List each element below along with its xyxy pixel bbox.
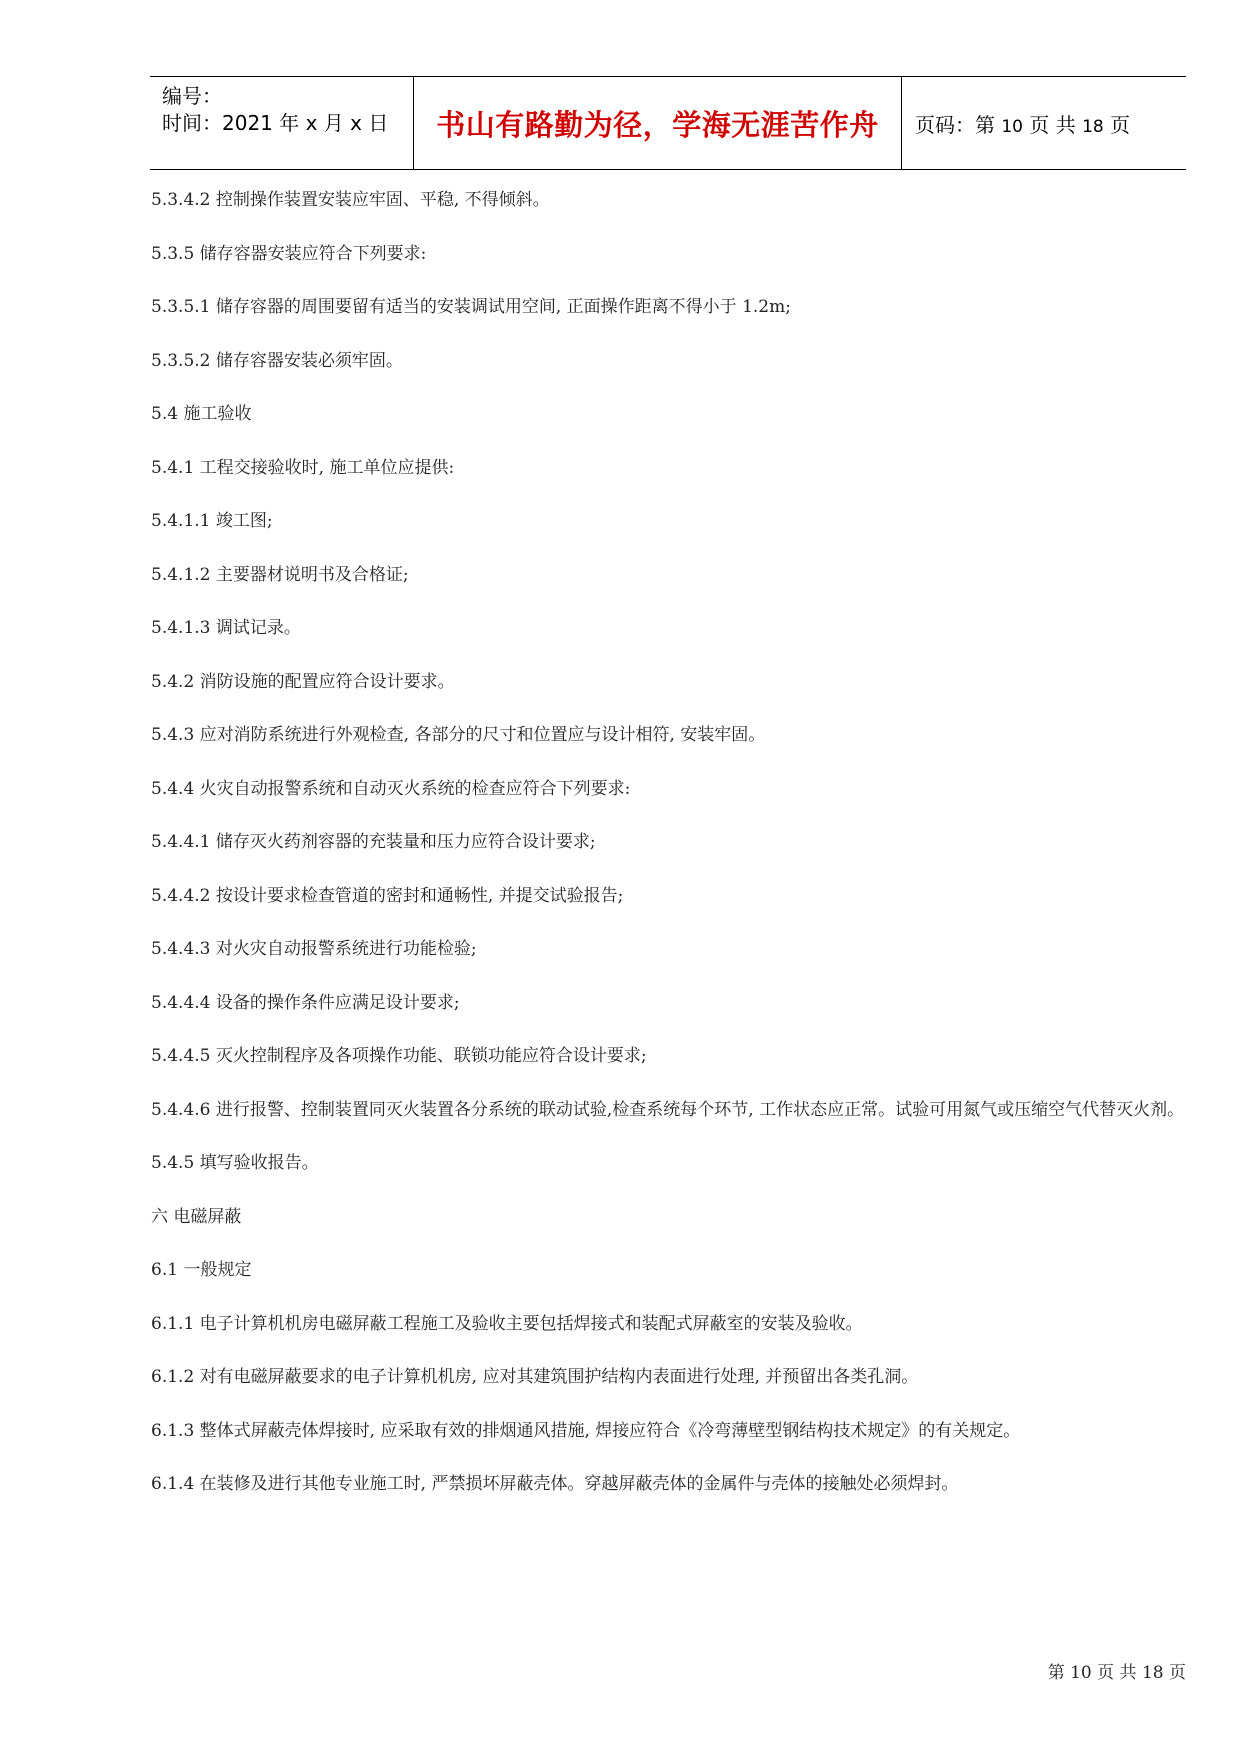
- page-mid: 页 共: [1023, 112, 1083, 137]
- paragraph: 5.4.4.3 对火灾自动报警系统进行功能检验;: [151, 939, 477, 959]
- document-time-label: 时间：2021 年 x 月 x 日: [162, 111, 389, 135]
- paragraph: 6.1.2 对有电磁屏蔽要求的电子计算机机房, 应对其建筑围护结构内表面进行处理, 并预留出各类孔洞。: [151, 1367, 919, 1387]
- paragraph: 5.4.1 工程交接验收时, 施工单位应提供:: [151, 457, 455, 478]
- paragraph: 5.4.5 填写验收报告。: [151, 1153, 319, 1173]
- paragraph: 6.1.1 电子计算机机房电磁屏蔽工程施工及验收主要包括焊接式和装配式屏蔽室的安装及验收。: [151, 1313, 863, 1334]
- page-footer: 第 10 页 共 18 页: [1047, 1663, 1186, 1683]
- chapter-heading: 六 电磁屏蔽: [151, 1206, 242, 1227]
- header-page-info: [902, 77, 1186, 169]
- page-suffix: 页: [1103, 112, 1131, 137]
- paragraph: 5.4.4.4 设备的操作条件应满足设计要求;: [151, 992, 460, 1013]
- paragraph: 5.3.5.1 储存容器的周围要留有适当的安装调试用空间, 正面操作距离不得小于 1.2m;: [151, 297, 791, 317]
- section-heading: 5.4 施工验收: [151, 404, 252, 424]
- paragraph: 5.3.5 储存容器安装应符合下列要求:: [151, 243, 427, 264]
- header-motto: 书山有路勤为径，学海无涯苦作舟: [413, 77, 902, 169]
- paragraph: 5.4.4.5 灭火控制程序及各项操作功能、联锁功能应符合设计要求;: [151, 1046, 647, 1066]
- paragraph: 5.3.4.2 控制操作装置安装应牢固、平稳, 不得倾斜。: [151, 190, 550, 210]
- paragraph: 5.4.1.1 竣工图;: [151, 511, 273, 531]
- paragraph: 5.4.3 应对消防系统进行外观检查, 各部分的尺寸和位置应与设计相符, 安装牢固。: [151, 725, 766, 745]
- page-total: 18: [1082, 116, 1104, 137]
- paragraph: 5.4.4 火灾自动报警系统和自动灭火系统的检查应符合下列要求:: [151, 778, 631, 799]
- header-page-indicator: [915, 109, 1130, 138]
- paragraph: 5.4.4.6 进行报警、控制装置同灭火装置各分系统的联动试验,检查系统每个环节, 工作状态应正常。试验可用氮气或压缩空气代替灭火剂。: [151, 1099, 1185, 1120]
- paragraph: 5.4.4.1 储存灭火药剂容器的充装量和压力应符合设计要求;: [151, 832, 596, 852]
- document-body: [151, 187, 1187, 1525]
- paragraph: 6.1.4 在装修及进行其他专业施工时, 严禁损坏屏蔽壳体。穿越屏蔽壳体的金属件与壳体的接触处必须焊封。: [151, 1474, 959, 1494]
- paragraph: 5.4.1.2 主要器材说明书及合格证;: [151, 564, 409, 585]
- paragraph: 6.1.3 整体式屏蔽壳体焊接时, 应采取有效的排烟通风措施, 焊接应符合《冷弯薄壁型钢结构技术规定》的有关规定。: [151, 1420, 1021, 1441]
- document-number-label: 编号：: [162, 84, 222, 108]
- section-heading: 6.1 一般规定: [151, 1260, 252, 1280]
- paragraph: 5.4.1.3 调试记录。: [151, 618, 301, 638]
- page-header: [150, 76, 1186, 170]
- paragraph: 5.3.5.2 储存容器安装必须牢固。: [151, 350, 403, 371]
- header-info-cell: [150, 77, 413, 169]
- page-prefix: 页码：第: [915, 112, 1002, 137]
- page-current: 10: [1001, 116, 1023, 137]
- paragraph: 5.4.2 消防设施的配置应符合设计要求。: [151, 671, 455, 692]
- paragraph: 5.4.4.2 按设计要求检查管道的密封和通畅性, 并提交试验报告;: [151, 885, 624, 906]
